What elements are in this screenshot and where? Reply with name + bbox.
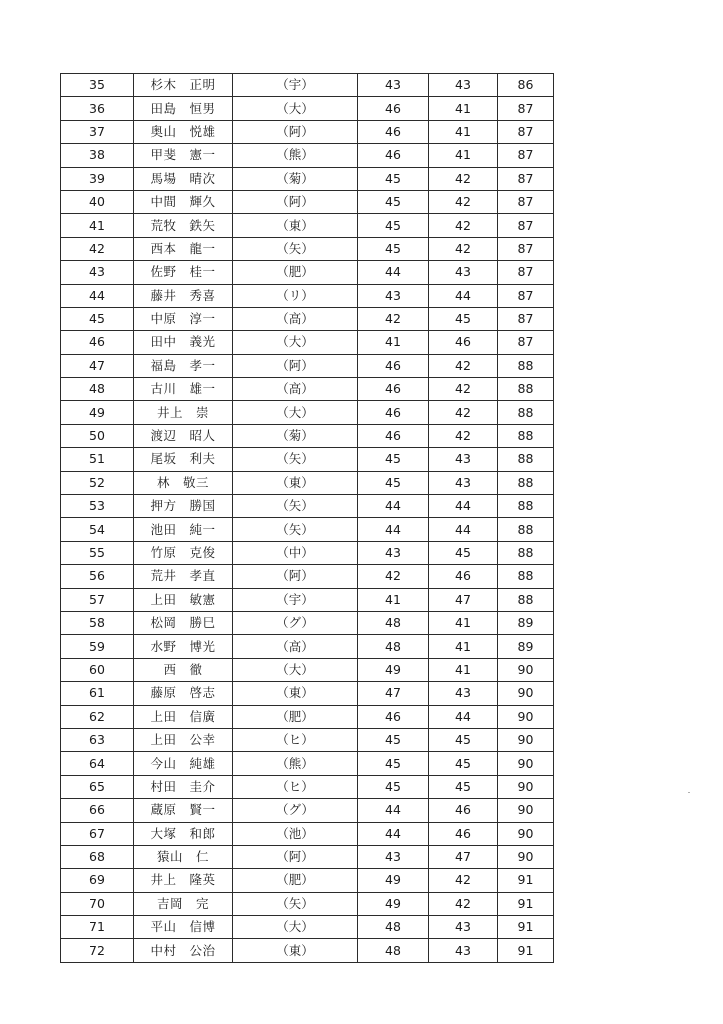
rank-cell: 36: [61, 97, 134, 120]
total-score-cell: 90: [498, 728, 554, 751]
out-score-cell: 43: [358, 541, 429, 564]
in-score-cell: 41: [429, 144, 498, 167]
in-score-cell: 45: [429, 541, 498, 564]
in-score-cell: 43: [429, 682, 498, 705]
out-score-cell: 49: [358, 892, 429, 915]
table-row: [61, 378, 554, 401]
out-score-cell: 47: [358, 682, 429, 705]
rank-cell: 62: [61, 705, 134, 728]
player-name-cell: 中村 公治: [134, 939, 233, 962]
player-name-cell: 田中 義光: [134, 331, 233, 354]
club-cell: （矢）: [233, 892, 358, 915]
table-row: [61, 775, 554, 798]
table-row: [61, 74, 554, 97]
club-cell: （大）: [233, 401, 358, 424]
out-score-cell: 48: [358, 611, 429, 634]
out-score-cell: 41: [358, 588, 429, 611]
rank-cell: 54: [61, 518, 134, 541]
table-row: [61, 822, 554, 845]
rank-cell: 42: [61, 237, 134, 260]
out-score-cell: 49: [358, 658, 429, 681]
player-name-cell: 藤井 秀喜: [134, 284, 233, 307]
out-score-cell: 46: [358, 144, 429, 167]
out-score-cell: 46: [358, 354, 429, 377]
out-score-cell: 43: [358, 284, 429, 307]
club-cell: （大）: [233, 916, 358, 939]
rank-cell: 41: [61, 214, 134, 237]
in-score-cell: 43: [429, 448, 498, 471]
rank-cell: 69: [61, 869, 134, 892]
club-cell: （矢）: [233, 237, 358, 260]
player-name-cell: 佐野 桂一: [134, 261, 233, 284]
rank-cell: 46: [61, 331, 134, 354]
total-score-cell: 87: [498, 97, 554, 120]
player-name-cell: 平山 信博: [134, 916, 233, 939]
player-name-cell: 大塚 和郎: [134, 822, 233, 845]
rank-cell: 60: [61, 658, 134, 681]
table-row: [61, 565, 554, 588]
rank-cell: 39: [61, 167, 134, 190]
out-score-cell: 44: [358, 822, 429, 845]
player-name-cell: 押方 勝国: [134, 495, 233, 518]
table-row: [61, 799, 554, 822]
total-score-cell: 88: [498, 588, 554, 611]
in-score-cell: 46: [429, 565, 498, 588]
out-score-cell: 45: [358, 752, 429, 775]
out-score-cell: 48: [358, 635, 429, 658]
in-score-cell: 43: [429, 939, 498, 962]
rank-cell: 66: [61, 799, 134, 822]
in-score-cell: 43: [429, 261, 498, 284]
total-score-cell: 91: [498, 869, 554, 892]
rank-cell: 44: [61, 284, 134, 307]
total-score-cell: 87: [498, 237, 554, 260]
rank-cell: 48: [61, 378, 134, 401]
out-score-cell: 46: [358, 378, 429, 401]
table-row: [61, 471, 554, 494]
rank-cell: 72: [61, 939, 134, 962]
table-row: [61, 448, 554, 471]
out-score-cell: 44: [358, 799, 429, 822]
total-score-cell: 88: [498, 424, 554, 447]
in-score-cell: 45: [429, 775, 498, 798]
rank-cell: 71: [61, 916, 134, 939]
club-cell: （大）: [233, 97, 358, 120]
club-cell: （熊）: [233, 144, 358, 167]
club-cell: （東）: [233, 214, 358, 237]
player-name-cell: 奥山 悦雄: [134, 120, 233, 143]
in-score-cell: 45: [429, 752, 498, 775]
total-score-cell: 88: [498, 518, 554, 541]
total-score-cell: 88: [498, 448, 554, 471]
club-cell: （阿）: [233, 120, 358, 143]
out-score-cell: 45: [358, 775, 429, 798]
in-score-cell: 42: [429, 237, 498, 260]
rank-cell: 68: [61, 845, 134, 868]
out-score-cell: 42: [358, 565, 429, 588]
in-score-cell: 42: [429, 424, 498, 447]
player-name-cell: 林 敬三: [134, 471, 233, 494]
player-name-cell: 福島 孝一: [134, 354, 233, 377]
rank-cell: 40: [61, 190, 134, 213]
club-cell: （高）: [233, 307, 358, 330]
in-score-cell: 44: [429, 495, 498, 518]
total-score-cell: 87: [498, 331, 554, 354]
in-score-cell: 46: [429, 331, 498, 354]
rank-cell: 50: [61, 424, 134, 447]
total-score-cell: 88: [498, 541, 554, 564]
in-score-cell: 42: [429, 354, 498, 377]
table-row: [61, 635, 554, 658]
in-score-cell: 44: [429, 518, 498, 541]
player-name-cell: 中原 淳一: [134, 307, 233, 330]
table-row: [61, 845, 554, 868]
player-name-cell: 松岡 勝巳: [134, 611, 233, 634]
in-score-cell: 41: [429, 635, 498, 658]
rank-cell: 49: [61, 401, 134, 424]
total-score-cell: 87: [498, 190, 554, 213]
club-cell: （高）: [233, 378, 358, 401]
in-score-cell: 42: [429, 378, 498, 401]
table-row: [61, 120, 554, 143]
out-score-cell: 45: [358, 190, 429, 213]
in-score-cell: 43: [429, 471, 498, 494]
total-score-cell: 86: [498, 74, 554, 97]
total-score-cell: 88: [498, 401, 554, 424]
table-row: [61, 284, 554, 307]
in-score-cell: 45: [429, 307, 498, 330]
club-cell: （菊）: [233, 424, 358, 447]
total-score-cell: 87: [498, 144, 554, 167]
rank-cell: 35: [61, 74, 134, 97]
table-row: [61, 892, 554, 915]
in-score-cell: 42: [429, 167, 498, 190]
club-cell: （ヒ）: [233, 775, 358, 798]
in-score-cell: 42: [429, 869, 498, 892]
out-score-cell: 48: [358, 916, 429, 939]
in-score-cell: 47: [429, 588, 498, 611]
table-row: [61, 752, 554, 775]
total-score-cell: 91: [498, 892, 554, 915]
rank-cell: 56: [61, 565, 134, 588]
out-score-cell: 44: [358, 261, 429, 284]
player-name-cell: 渡辺 昭人: [134, 424, 233, 447]
rank-cell: 47: [61, 354, 134, 377]
table-row: [61, 705, 554, 728]
player-name-cell: 上田 信廣: [134, 705, 233, 728]
rank-cell: 53: [61, 495, 134, 518]
in-score-cell: 47: [429, 845, 498, 868]
table-row: [61, 97, 554, 120]
out-score-cell: 45: [358, 167, 429, 190]
table-row: [61, 331, 554, 354]
total-score-cell: 89: [498, 611, 554, 634]
table-row: [61, 144, 554, 167]
player-name-cell: 西本 龍一: [134, 237, 233, 260]
club-cell: （グ）: [233, 611, 358, 634]
player-name-cell: 村田 圭介: [134, 775, 233, 798]
club-cell: （中）: [233, 541, 358, 564]
club-cell: （阿）: [233, 565, 358, 588]
total-score-cell: 91: [498, 916, 554, 939]
table-row: [61, 190, 554, 213]
in-score-cell: 45: [429, 728, 498, 751]
table-row: [61, 261, 554, 284]
club-cell: （矢）: [233, 495, 358, 518]
rank-cell: 55: [61, 541, 134, 564]
club-cell: （池）: [233, 822, 358, 845]
player-name-cell: 水野 博光: [134, 635, 233, 658]
total-score-cell: 88: [498, 565, 554, 588]
table-row: [61, 401, 554, 424]
club-cell: （阿）: [233, 845, 358, 868]
total-score-cell: 87: [498, 261, 554, 284]
total-score-cell: 87: [498, 284, 554, 307]
player-name-cell: 上田 公幸: [134, 728, 233, 751]
total-score-cell: 87: [498, 167, 554, 190]
club-cell: （阿）: [233, 190, 358, 213]
table-row: [61, 588, 554, 611]
rank-cell: 58: [61, 611, 134, 634]
player-name-cell: 蔵原 賢一: [134, 799, 233, 822]
table-row: [61, 682, 554, 705]
total-score-cell: 90: [498, 752, 554, 775]
table-row: [61, 728, 554, 751]
table-row: [61, 424, 554, 447]
table-row: [61, 939, 554, 962]
club-cell: （阿）: [233, 354, 358, 377]
player-name-cell: 荒牧 鉄矢: [134, 214, 233, 237]
player-name-cell: 吉岡 完: [134, 892, 233, 915]
player-name-cell: 今山 純雄: [134, 752, 233, 775]
player-name-cell: 荒井 孝直: [134, 565, 233, 588]
in-score-cell: 46: [429, 799, 498, 822]
table-row: [61, 167, 554, 190]
in-score-cell: 42: [429, 190, 498, 213]
in-score-cell: 42: [429, 401, 498, 424]
rank-cell: 45: [61, 307, 134, 330]
total-score-cell: 90: [498, 799, 554, 822]
rank-cell: 70: [61, 892, 134, 915]
rank-cell: 63: [61, 728, 134, 751]
club-cell: （肥）: [233, 261, 358, 284]
out-score-cell: 45: [358, 471, 429, 494]
player-name-cell: 田島 恒男: [134, 97, 233, 120]
player-name-cell: 猿山 仁: [134, 845, 233, 868]
in-score-cell: 42: [429, 892, 498, 915]
rank-cell: 61: [61, 682, 134, 705]
out-score-cell: 46: [358, 120, 429, 143]
scan-speck: [688, 792, 690, 793]
out-score-cell: 46: [358, 424, 429, 447]
player-name-cell: 井上 崇: [134, 401, 233, 424]
club-cell: （肥）: [233, 869, 358, 892]
club-cell: （宇）: [233, 588, 358, 611]
rank-cell: 59: [61, 635, 134, 658]
total-score-cell: 90: [498, 775, 554, 798]
out-score-cell: 41: [358, 331, 429, 354]
club-cell: （矢）: [233, 518, 358, 541]
in-score-cell: 42: [429, 214, 498, 237]
club-cell: （東）: [233, 939, 358, 962]
total-score-cell: 88: [498, 495, 554, 518]
results-table-body: [61, 74, 554, 963]
out-score-cell: 44: [358, 518, 429, 541]
total-score-cell: 90: [498, 845, 554, 868]
in-score-cell: 43: [429, 916, 498, 939]
total-score-cell: 89: [498, 635, 554, 658]
total-score-cell: 90: [498, 822, 554, 845]
club-cell: （東）: [233, 471, 358, 494]
table-row: [61, 237, 554, 260]
in-score-cell: 41: [429, 120, 498, 143]
rank-cell: 51: [61, 448, 134, 471]
out-score-cell: 48: [358, 939, 429, 962]
results-table: [60, 73, 554, 963]
total-score-cell: 90: [498, 658, 554, 681]
total-score-cell: 88: [498, 354, 554, 377]
total-score-cell: 90: [498, 705, 554, 728]
in-score-cell: 41: [429, 658, 498, 681]
club-cell: （リ）: [233, 284, 358, 307]
out-score-cell: 46: [358, 705, 429, 728]
table-row: [61, 611, 554, 634]
table-row: [61, 354, 554, 377]
out-score-cell: 49: [358, 869, 429, 892]
in-score-cell: 41: [429, 97, 498, 120]
player-name-cell: 池田 純一: [134, 518, 233, 541]
table-row: [61, 869, 554, 892]
total-score-cell: 88: [498, 378, 554, 401]
rank-cell: 38: [61, 144, 134, 167]
club-cell: （熊）: [233, 752, 358, 775]
player-name-cell: 井上 隆英: [134, 869, 233, 892]
player-name-cell: 杉木 正明: [134, 74, 233, 97]
total-score-cell: 87: [498, 307, 554, 330]
in-score-cell: 43: [429, 74, 498, 97]
player-name-cell: 甲斐 憲一: [134, 144, 233, 167]
club-cell: （矢）: [233, 448, 358, 471]
club-cell: （大）: [233, 331, 358, 354]
table-row: [61, 214, 554, 237]
in-score-cell: 44: [429, 705, 498, 728]
out-score-cell: 46: [358, 97, 429, 120]
in-score-cell: 44: [429, 284, 498, 307]
out-score-cell: 45: [358, 728, 429, 751]
rank-cell: 67: [61, 822, 134, 845]
club-cell: （高）: [233, 635, 358, 658]
total-score-cell: 88: [498, 471, 554, 494]
club-cell: （大）: [233, 658, 358, 681]
table-row: [61, 541, 554, 564]
total-score-cell: 90: [498, 682, 554, 705]
player-name-cell: 馬場 晴次: [134, 167, 233, 190]
out-score-cell: 44: [358, 495, 429, 518]
total-score-cell: 91: [498, 939, 554, 962]
club-cell: （グ）: [233, 799, 358, 822]
in-score-cell: 46: [429, 822, 498, 845]
player-name-cell: 中間 輝久: [134, 190, 233, 213]
rank-cell: 37: [61, 120, 134, 143]
club-cell: （ヒ）: [233, 728, 358, 751]
table-row: [61, 307, 554, 330]
rank-cell: 65: [61, 775, 134, 798]
player-name-cell: 古川 雄一: [134, 378, 233, 401]
rank-cell: 43: [61, 261, 134, 284]
player-name-cell: 竹原 克俊: [134, 541, 233, 564]
club-cell: （宇）: [233, 74, 358, 97]
player-name-cell: 上田 敏憲: [134, 588, 233, 611]
out-score-cell: 42: [358, 307, 429, 330]
out-score-cell: 43: [358, 74, 429, 97]
total-score-cell: 87: [498, 214, 554, 237]
total-score-cell: 87: [498, 120, 554, 143]
out-score-cell: 43: [358, 845, 429, 868]
club-cell: （菊）: [233, 167, 358, 190]
club-cell: （東）: [233, 682, 358, 705]
table-row: [61, 518, 554, 541]
table-row: [61, 916, 554, 939]
table-row: [61, 495, 554, 518]
rank-cell: 57: [61, 588, 134, 611]
out-score-cell: 46: [358, 401, 429, 424]
player-name-cell: 西 徹: [134, 658, 233, 681]
out-score-cell: 45: [358, 448, 429, 471]
table-row: [61, 658, 554, 681]
out-score-cell: 45: [358, 214, 429, 237]
player-name-cell: 藤原 啓志: [134, 682, 233, 705]
rank-cell: 52: [61, 471, 134, 494]
in-score-cell: 41: [429, 611, 498, 634]
out-score-cell: 45: [358, 237, 429, 260]
rank-cell: 64: [61, 752, 134, 775]
club-cell: （肥）: [233, 705, 358, 728]
player-name-cell: 尾坂 利夫: [134, 448, 233, 471]
